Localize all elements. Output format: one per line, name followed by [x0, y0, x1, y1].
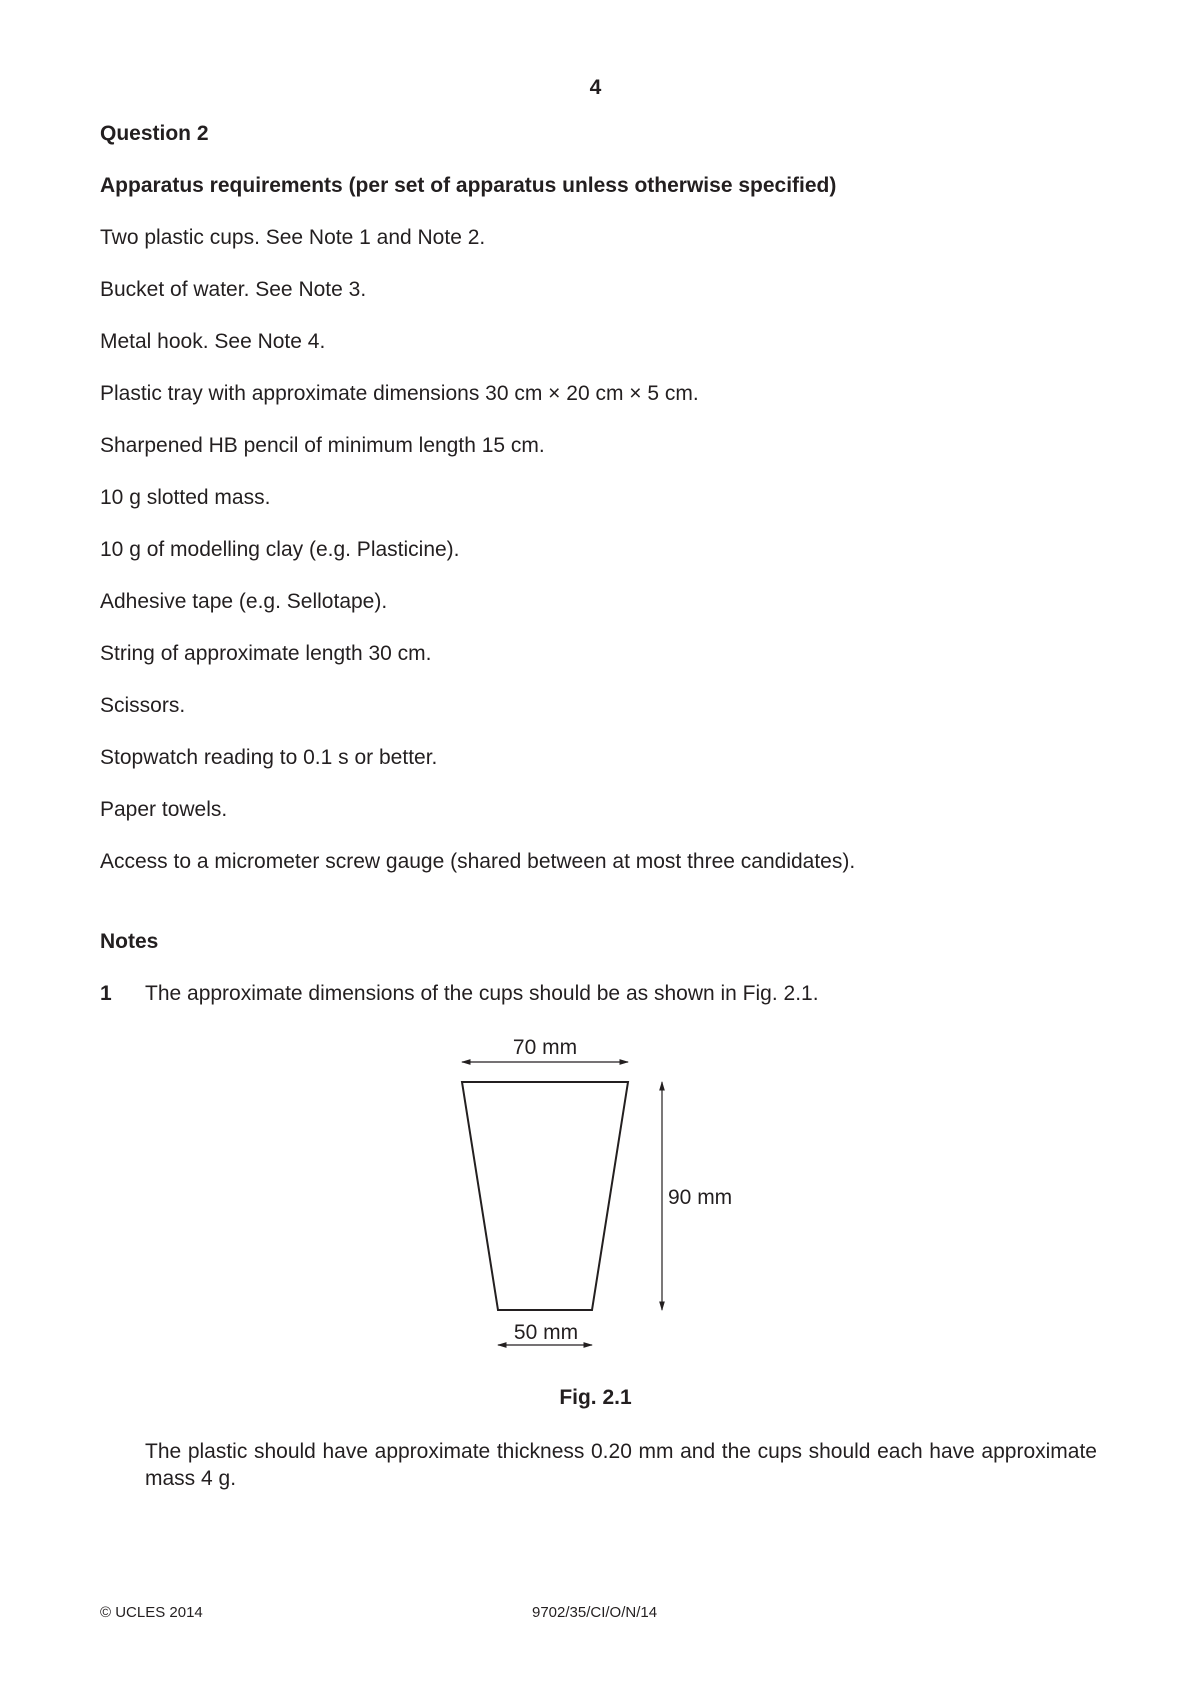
cup-outline — [462, 1082, 628, 1310]
apparatus-item: Bucket of water. See Note 3. — [100, 278, 367, 301]
apparatus-item: Access to a micrometer screw gauge (shared between at most three candidates). — [100, 850, 856, 873]
apparatus-item: Scissors. — [100, 694, 186, 717]
note-text: The approximate dimensions of the cups should be as shown in Fig. 2.1. — [145, 982, 819, 1005]
footer-code: 9702/35/CI/O/N/14 — [532, 1604, 658, 1621]
question-title: Question 2 — [100, 122, 209, 145]
page-number: 4 — [589, 76, 602, 99]
apparatus-item: Two plastic cups. See Note 1 and Note 2. — [100, 226, 486, 249]
note-number: 1 — [100, 982, 112, 1005]
bottom-width-label: 50 mm — [513, 1321, 579, 1344]
apparatus-item: Stopwatch reading to 0.1 s or better. — [100, 746, 438, 769]
height-label: 90 mm — [668, 1186, 733, 1209]
apparatus-item: 10 g of modelling clay (e.g. Plasticine). — [100, 538, 460, 561]
apparatus-item: String of approximate length 30 cm. — [100, 642, 432, 665]
cup-diagram — [440, 1036, 760, 1356]
top-width-label: 70 mm — [512, 1036, 578, 1059]
apparatus-item: 10 g slotted mass. — [100, 486, 271, 509]
apparatus-item: Sharpened HB pencil of minimum length 15 cm. — [100, 434, 545, 457]
apparatus-item: Paper towels. — [100, 798, 228, 821]
note-paragraph: The plastic should have approximate thickness 0.20 mm and the cups should each have approximate mass 4 g. — [145, 1440, 1097, 1490]
notes-heading: Notes — [100, 930, 159, 953]
apparatus-heading: Apparatus requirements (per set of apparatus unless otherwise specified) — [100, 174, 837, 197]
apparatus-item: Adhesive tape (e.g. Sellotape). — [100, 590, 388, 613]
apparatus-item: Metal hook. See Note 4. — [100, 330, 326, 353]
apparatus-item: Plastic tray with approximate dimensions 30 cm × 20 cm × 5 cm. — [100, 382, 699, 405]
footer-copyright: © UCLES 2014 — [100, 1604, 203, 1621]
figure-caption: Fig. 2.1 — [559, 1386, 632, 1409]
